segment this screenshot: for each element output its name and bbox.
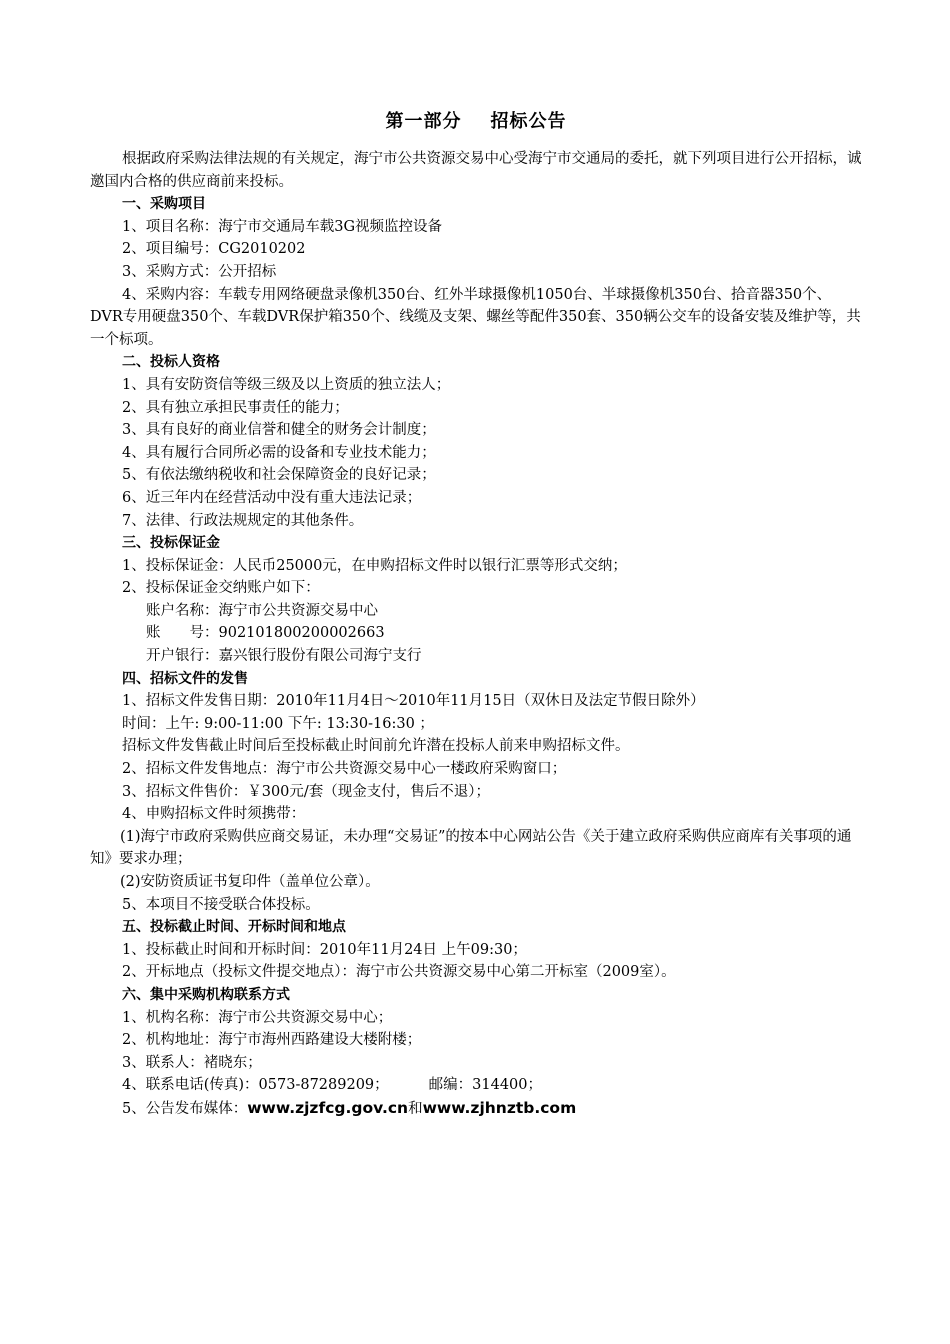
postcode: 邮编：314400； <box>428 1077 543 1094</box>
list-item: 2、投标保证金交纳账户如下： <box>122 580 320 597</box>
list-item: 2、招标文件发售地点：海宁市公共资源交易中心一楼政府采购窗口； <box>122 761 567 778</box>
list-item: 3、采购方式：公开招标 <box>122 263 277 280</box>
contact-phone: 4、联系电话(传真)：0573-87289209； <box>122 1077 389 1094</box>
section-heading-bid-bond: 三、投标保证金 <box>122 535 220 552</box>
section-heading-procurement-project: 一、采购项目 <box>122 196 206 213</box>
list-item: 2、项目编号：CG2010202 <box>122 241 306 258</box>
list-item: 1、投标保证金：人民币25000元，在申购招标文件时以银行汇票等形式交纳； <box>122 557 627 574</box>
section-heading-document-sale: 四、招标文件的发售 <box>122 670 248 687</box>
notice-page <box>90 108 862 1121</box>
intro-paragraph: 根据政府采购法律法规的有关规定，海宁市公共资源交易中心受海宁市交通局的委托，就下列项目进行公开招标，诚邀国内合格的供应商前来投标。 <box>90 151 862 190</box>
list-item: 1、招标文件发售日期：2010年11月4日～2010年11月15日（双休日及法定节假日除外） <box>122 693 705 710</box>
list-subitem: (1)海宁市政府采购供应商交易证，未办理“交易证”的按本中心网站公告《关于建立政府采购供应商库有关事项的通知》要求办理； <box>90 828 852 868</box>
website-link-zjzfcg[interactable]: www.zjzfcg.gov.cn <box>247 1098 409 1117</box>
list-subitem: (2)安防资质证书复印件（盖单位公章）。 <box>120 874 380 890</box>
conjunction-text: 和 <box>408 1100 423 1117</box>
list-item: 2、开标地点（投标文件提交地点）：海宁市公共资源交易中心第二开标室（2009室）。 <box>122 964 676 981</box>
account-number: 账 号：902101800200002663 <box>146 625 385 642</box>
list-item: 3、具有良好的商业信誉和健全的财务会计制度； <box>122 422 436 439</box>
list-item: 3、招标文件售价：￥300元/套（现金支付，售后不退）； <box>122 783 491 800</box>
bank-name: 开户银行：嘉兴银行股份有限公司海宁支行 <box>146 648 422 665</box>
media-line <box>90 1097 862 1121</box>
account-name: 账户名称：海宁市公共资源交易中心 <box>146 602 378 619</box>
list-item: 3、联系人：褚晓东； <box>122 1054 262 1071</box>
list-item: 4、采购内容：车载专用网络硬盘录像机350台、红外半球摄像机1050台、半球摄像机350台、拾音器350个、DVR专用硬盘350个、车载DVR保护箱350个、线缆及支架、螺丝等配件350套、350辆公交车的设备安装及维护等，共一个标项。 <box>90 286 861 348</box>
list-item: 1、具有安防资信等级三级及以上资质的独立法人； <box>122 376 451 393</box>
list-item: 4、具有履行合同所必需的设备和专业技术能力； <box>122 444 436 461</box>
list-item: 2、机构地址：海宁市海州西路建设大楼附楼； <box>122 1032 422 1049</box>
list-item: 7、法律、行政法规规定的其他条件。 <box>122 512 364 529</box>
page-title: 第一部分 招标公告 <box>385 111 567 132</box>
list-item: 1、投标截止时间和开标时间：2010年11月24日 上午09:30； <box>122 941 527 958</box>
list-item: 5、有依法缴纳税收和社会保障资金的良好记录； <box>122 467 436 484</box>
media-label: 5、公告发布媒体： <box>122 1100 248 1117</box>
section-heading-contact: 六、集中采购机构联系方式 <box>122 986 290 1003</box>
website-link-zjhnztb[interactable]: www.zjhnztb.com <box>422 1098 577 1117</box>
contact-phone-line <box>90 1074 862 1097</box>
list-item: 1、项目名称：海宁市交通局车载3G视频监控设备 <box>122 218 443 235</box>
list-item: 时间：上午: 9:00-11:00 下午: 13:30-16:30 ； <box>122 715 434 732</box>
section-heading-bidder-qualification: 二、投标人资格 <box>122 354 220 371</box>
list-item: 6、近三年内在经营活动中没有重大违法记录； <box>122 489 422 506</box>
list-item: 2、具有独立承担民事责任的能力； <box>122 399 349 416</box>
list-item: 4、申购招标文件时须携带： <box>122 806 306 823</box>
section-heading-deadline: 五、投标截止时间、开标时间和地点 <box>122 919 346 936</box>
list-item: 招标文件发售截止时间后至投标截止时间前允许潜在投标人前来申购招标文件。 <box>122 738 630 755</box>
list-item: 5、本项目不接受联合体投标。 <box>122 896 320 913</box>
list-item: 1、机构名称：海宁市公共资源交易中心； <box>122 1009 393 1026</box>
